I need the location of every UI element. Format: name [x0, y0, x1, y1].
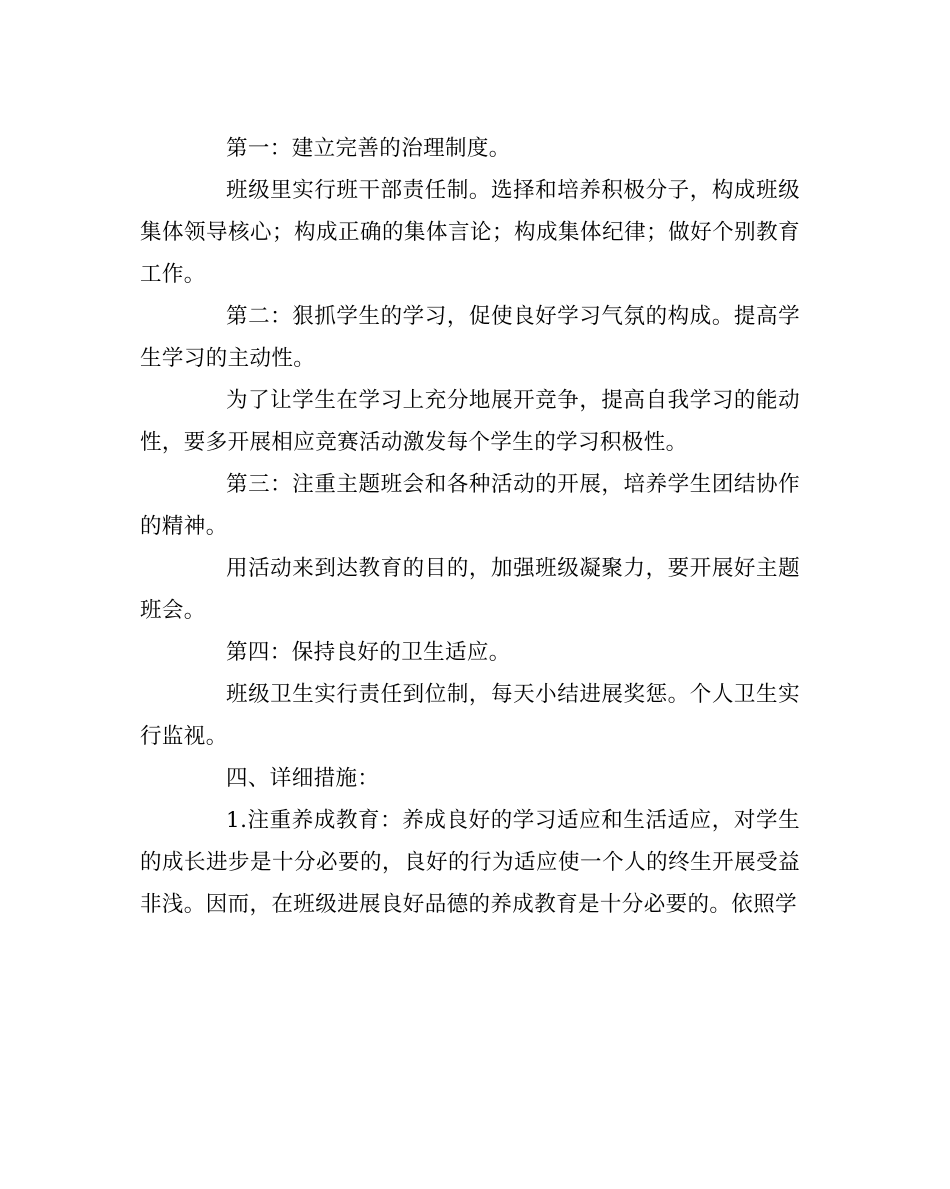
- document-body: [140, 128, 800, 926]
- paragraph-8: 班级卫生实行责任到位制，每天小结进展奖惩。个人卫生实行监视。: [140, 682, 800, 749]
- paragraph-6: 用活动来到达教育的目的，加强班级凝聚力，要开展好主题班会。: [140, 556, 800, 623]
- paragraph-5-heading: 第三：注重主题班会和各种活动的开展，培养学生团结协作的精神。: [140, 472, 800, 539]
- paragraph-7-heading: 第四：保持良好的卫生适应。: [226, 640, 511, 665]
- paragraph-4: 为了让学生在学习上充分地展开竞争，提高自我学习的能动性，要多开展相应竞赛活动激发每个学生的学习积极性。: [140, 388, 800, 455]
- paragraph-1-heading: 第一：建立完善的治理制度。: [226, 136, 511, 161]
- paragraph-2: 班级里实行班干部责任制。选择和培养积极分子，构成班级集体领导核心；构成正确的集体言论；构成集体纪律；做好个别教育工作。: [140, 178, 800, 287]
- section-heading-measures: 四、详细措施：: [226, 766, 380, 791]
- paragraph-3-heading: 第二：狠抓学生的学习，促使良好学习气氛的构成。提高学生学习的主动性。: [140, 304, 800, 371]
- paragraph-10: 1.注重养成教育：养成良好的学习适应和生活适应，对学生的成长进步是十分必要的，良好的行为适应使一个人的终生开展受益非浅。因而，在班级进展良好品德的养成教育是十分必要的。依照学: [140, 808, 800, 917]
